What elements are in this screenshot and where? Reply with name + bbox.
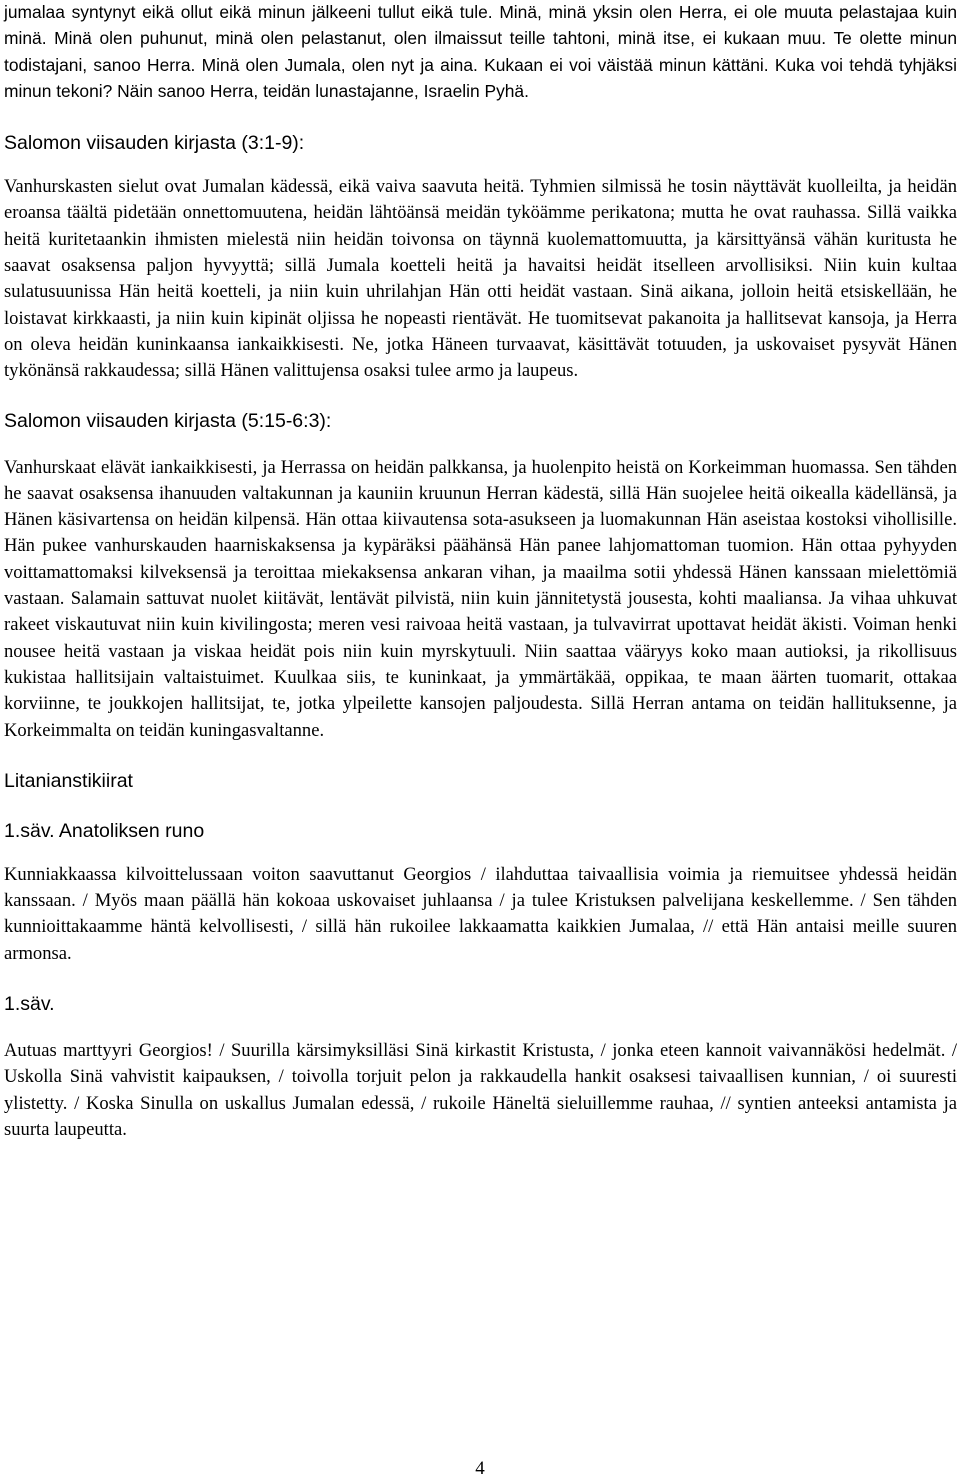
- page-number: 4: [475, 1458, 485, 1479]
- reading-wisdom-3: Vanhurskasten sielut ovat Jumalan kädessä, eikä vaiva saavuta heitä. Tyhmien silmissä he tosin näyttävät kuolleilta, ja heidän eroansa täältä pidetään onnettomuutena, heidän lähtöänsä meidän tyköämme perikatona; mutta he ovat rauhassa. Sillä vaikka heitä kuritetaankin ihmisten mielestä niin heidän toivonsa on täynnä kuolemattomuutta, ja kärsittyänsä vähän kuritusta he saavat osaksensa paljon hyvyyttä; sillä Jumala koetteli heitä ja havaitsi heidät itselleen arvollisiksi. Niin kuin kultaa sulatusuunissa Hän heitä koetteli, ja niin kuin uhrilahjan Hän otti heidät vastaan. Sinä aikana, jolloin heitä etsiskellään, he loistavat kirkkaasti, ja niin kuin kipinät oljissa he nopeasti rientävät. He tuomitsevat pakanoita ja hallitsevat kansoja, ja Herra on oleva heidän kuninkaansa iankaikkisesti. Ne, jotka Häneen turvaavat, käsittävät totuuden, ja uskovaiset pysyvät Hänen tykönänsä rakkaudessa; sillä Hänen valittujensa osaksi tulee armo ja laupeus.: [4, 176, 957, 382]
- section-heading-tone1: 1.säv.: [4, 993, 55, 1016]
- hymn-tone1: Autuas marttyyri Georgios! / Suurilla kärsimyksilläsi Sinä kirkastit Kristusta, / jonka eteen kannoit vaivannäkösi hedelmät. / Uskolla Sinä vahvistit kaipauksen, / toivolla torjuit pelon ja rakkaudella hankit osaksesi taivaallisen kunnian, / oi suuresti ylistetty. / Koska Sinulla on uskallus Jumalan edessä, / rukoile Häneltä sieluillemme rauhaa, // syntien anteeksi antamista ja suurta laupeutta.: [4, 1040, 957, 1140]
- hymn-anatolios: Kunniakkaassa kilvoittelussaan voiton saavuttanut Georgios / ilahduttaa taivaallisia voimia ja riemuitsee yhdessä heidän kanssaan. / Myös maan päällä hän kokoaa uskovaiset juhlaansa / ja tulee Kristuksen palvelijana keskellemme. / Sen tähden kunnioittakaamme häntä kelvollisesti, / sillä hän rukoilee lakkaamatta kaikkien Jumalaa, // että Hän antaisi meille suuren armonsa.: [4, 863, 957, 964]
- intro-paragraph: jumalaa syntynyt eikä ollut eikä minun jälkeeni tullut eikä tule. Minä, minä yksin olen Herra, ei ole muuta pelastajaa kuin minä. Minä olen puhunut, minä olen pelastanut, olen ilmaissut teille tahtoni, minä itse, ei kukaan muu. Te olette minun todistajani, sanoo Herra. Minä olen Jumala, olen nyt ja aina. Kukaan ei voi väistää minun kättäni. Kuka voi tehdä tyhjäksi minun tekoni? Näin sanoo Herra, teidän lunastajanne, Israelin Pyhä.: [4, 2, 957, 101]
- section-heading-tone1-anatolios: 1.säv. Anatoliksen runo: [4, 819, 205, 842]
- reading-wisdom-5: Vanhurskaat elävät iankaikkisesti, ja Herrassa on heidän palkkansa, ja huolenpito heistä on Korkeimman huomassa. Sen tähden he saavat osaksensa ihanuuden valtakunnan ja kauniin kruunun Herran kädestä, sillä Hän suojelee heitä oikealla kädellänsä, ja Hänen käsivartensa on heidän kilpensä. Hän ottaa kiivautensa sota-asukseen ja luomakunnan Hän aseistaa kostoksi vihollisille. Hän pukee vanhurskauden haarniskaksensa ja kypäräksi päähänsä Hän panee lahjomattoman tuomion. Hän ottaa pyhyyden voittamattomaksi kilveksensä ja teroittaa miekaksensa ankaran vihan, ja maailma sotii yhdessä Hänen kanssaan mielettömiä vastaan. Salamain sattuvat nuolet kiitävät, lentävät pilvistä, niin kuin jännitetystä jousesta, kohti maaliansa. Ja vihaa uhkuvat rakeet viskautuvat niin kuin kivilingosta; meren vesi raivoaa heitä vastaan, ja tulvavirrat upottavat heidät äkisti. Voiman henki nousee heitä vastaan ja viskaa heidät pois niin kuin myrskytuuli. Niin saattaa vääryys koko maan autioksi, ja rikollisuus kukistaa hallitsijain valtaistuimet. Kuulkaa siis, te kuninkaat, ja ymmärtäkää, oppikaa, te maan äärten tuomarit, ottakaa korviinne, te joukkojen hallitsijat, te, jotka ylpeilette kansojen paljoudesta. Sillä Herran antama on teidän hallituksenne, ja Korkeimmalta on teidän kuningasvaltanne.: [4, 456, 957, 741]
- section-heading-wisdom-5: Salomon viisauden kirjasta (5:15-6:3):: [4, 409, 332, 432]
- section-heading-wisdom-3: Salomon viisauden kirjasta (3:1-9):: [4, 132, 305, 155]
- section-heading-litany: Litanianstikiirat: [4, 769, 133, 792]
- document-page: [4, 0, 957, 1143]
